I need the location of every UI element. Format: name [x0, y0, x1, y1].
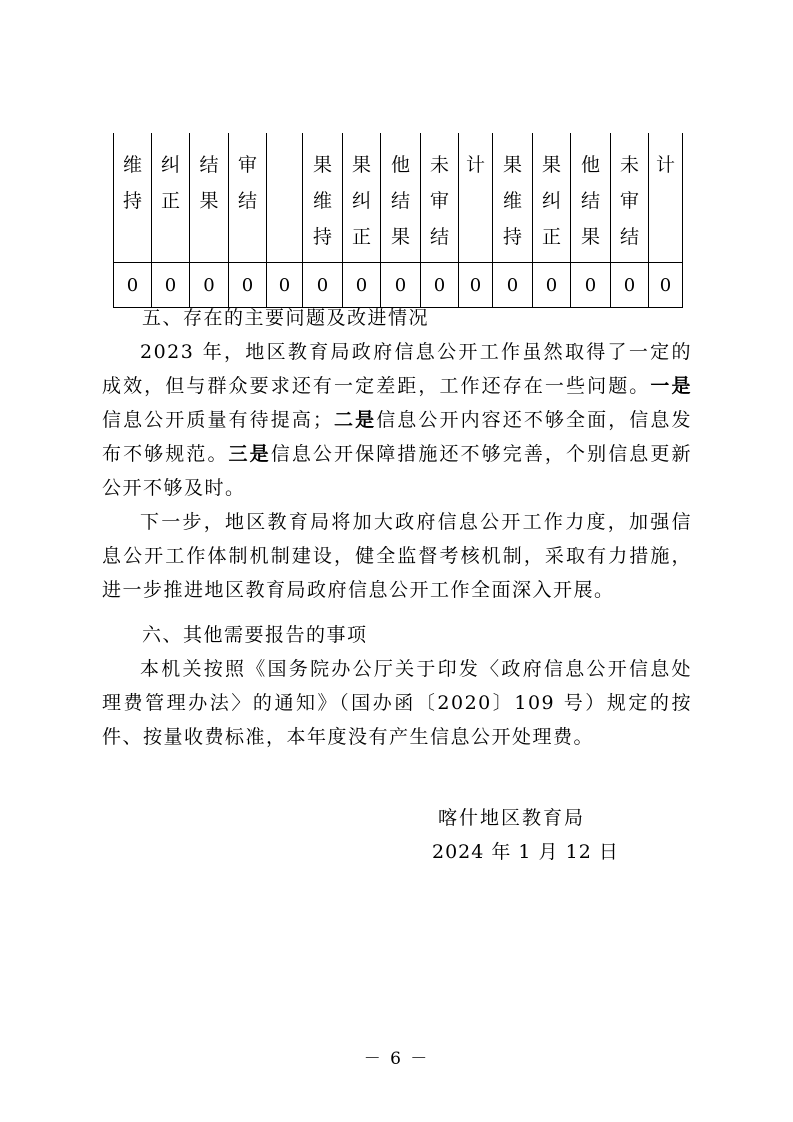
table-cell: 0 — [343, 263, 381, 308]
table-header-cell: 计 — [649, 133, 683, 263]
table-cell: 0 — [267, 263, 303, 308]
table-cell: 0 — [190, 263, 229, 308]
table-cell: 0 — [571, 263, 611, 308]
issuing-organization: 喀什地区教育局 — [438, 807, 586, 829]
table-cell: 0 — [493, 263, 533, 308]
table-header-row — [114, 133, 683, 263]
table-header-cell: 审结 — [229, 133, 267, 263]
table-header-cell: 果维持 — [303, 133, 343, 263]
emphasis-text: 二是 — [333, 409, 377, 431]
emphasis-text: 三是 — [228, 443, 271, 465]
table-header-cell: 纠正 — [152, 133, 190, 263]
table-cell: 0 — [421, 263, 459, 308]
table-header-cell: 计 — [459, 133, 493, 263]
table-header-cell: 他结果 — [571, 133, 611, 263]
table-cell: 0 — [229, 263, 267, 308]
page-number: － 6 － — [363, 1049, 430, 1069]
table-header-cell: 果纠正 — [343, 133, 381, 263]
table-cell: 0 — [381, 263, 421, 308]
paragraph-text: 信息公开保障措施还不够完善，个别信息更新公开不够及时。 — [102, 443, 692, 499]
table-cell: 0 — [533, 263, 571, 308]
table-header-cell: 未审结 — [611, 133, 649, 263]
table-header-cell: 果纠正 — [533, 133, 571, 263]
table-header-cell: 结果 — [190, 133, 229, 263]
table-cell: 0 — [303, 263, 343, 308]
table-header-cell: 他结果 — [381, 133, 421, 263]
paragraph-text: 信息公开质量有待提高； — [102, 409, 334, 431]
emphasis-text: 一是 — [650, 375, 692, 397]
table-cell: 0 — [152, 263, 190, 308]
paragraph — [102, 335, 692, 505]
issue-date: 2024 年 1 月 12 日 — [432, 841, 619, 863]
section-heading: 五、存在的主要问题及改进情况 — [142, 307, 430, 329]
table-header-cell: 维持 — [114, 133, 152, 263]
table-cell: 0 — [459, 263, 493, 308]
table-cell: 0 — [611, 263, 649, 308]
table-cell: 0 — [649, 263, 683, 308]
paragraph: 下一步，地区教育局将加大政府信息公开工作力度，加强信息公开工作体制机制建设，健全监督考核机制，采取有力措施，进一步推进地区教育局政府信息公开工作全面深入开展。 — [102, 511, 692, 601]
paragraph-text: 信息公开内容还不够全面，信息发布不够规范。 — [102, 409, 692, 465]
section5-body — [102, 335, 692, 607]
table-header-cell: 未审结 — [421, 133, 459, 263]
paragraph: 本机关按照《国务院办公厅关于印发〈政府信息公开信息处理费管理办法〉的通知》（国办函〔2020〕109 号）规定的按件、按量收费标准，本年度没有产生信息公开处理费。 — [102, 658, 692, 748]
statistics-table — [113, 133, 683, 308]
table-header-cell — [267, 133, 303, 263]
section-heading: 六、其他需要报告的事项 — [142, 624, 368, 646]
table-cell: 0 — [114, 263, 152, 308]
paragraph-text: 2023 年，地区教育局政府信息公开工作虽然取得了一定的成效，但与群众要求还有一定差距，工作还存在一些问题。 — [102, 341, 692, 397]
section6-body — [102, 652, 692, 754]
table-header-cell: 果维持 — [493, 133, 533, 263]
